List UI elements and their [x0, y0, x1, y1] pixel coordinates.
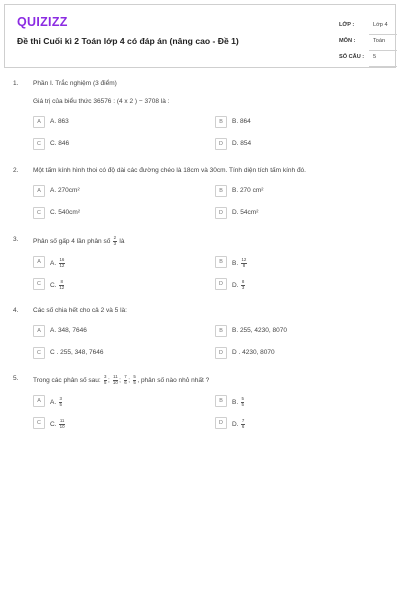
fraction-numerator: 8 — [60, 279, 63, 284]
fraction — [241, 258, 247, 268]
fraction-denominator: 8 — [242, 262, 246, 268]
option-text — [232, 419, 246, 429]
fraction-denominator: 5 — [59, 401, 62, 407]
answer-option[interactable] — [33, 207, 213, 221]
option-text: D. 854 — [232, 140, 252, 147]
fraction — [241, 397, 244, 407]
option-letter-box: A — [33, 185, 45, 197]
option-letter-box: C — [33, 347, 45, 359]
fraction-denominator: 10 — [112, 379, 118, 385]
meta-value: Toán — [373, 38, 386, 44]
question-number: 3. — [13, 236, 19, 243]
question-text-after: là — [119, 237, 125, 245]
option-letter-box: A — [33, 256, 45, 268]
question-text: Trong các phân số sau: $\frac{3}{5}$ ; $\frac{11}{10}$ ; $\frac{7}{6}$ ; $\frac{5}{5}$ , phân số nào nhỏ nhất ? — [33, 374, 210, 385]
meta-label: MÔN : — [339, 38, 356, 44]
option-letter-box: A — [33, 395, 45, 407]
question-number: 5. — [13, 375, 19, 382]
option-text — [232, 258, 248, 268]
fraction-denominator: 3 — [113, 240, 117, 246]
fraction — [113, 236, 116, 246]
question-number: 1. — [13, 80, 19, 87]
fraction-denominator: 5 — [104, 379, 107, 385]
fraction-denominator: 6 — [241, 423, 245, 429]
answer-option[interactable] — [215, 347, 395, 361]
meta-row-class — [335, 19, 395, 35]
option-label: C. — [50, 420, 57, 428]
fraction-denominator: 5 — [133, 379, 136, 385]
fraction-denominator: 12 — [59, 262, 65, 268]
option-letter-box: C — [33, 278, 45, 290]
question-text: Các số chia hết cho cả 2 và 5 là: — [33, 307, 127, 314]
answer-option[interactable] — [33, 417, 213, 431]
fraction-numerator: 7 — [241, 418, 245, 423]
answer-option[interactable] — [33, 395, 213, 409]
option-text: C. 540cm² — [50, 209, 80, 216]
option-text — [50, 258, 66, 268]
option-letter-box: B — [215, 325, 227, 337]
option-text: B. 255, 4230, 8070 — [232, 327, 287, 334]
option-text — [50, 280, 65, 290]
question-text: Phần I. Trắc nghiệm (3 điểm) — [33, 80, 117, 87]
option-text: D . 4230, 8070 — [232, 349, 275, 356]
answer-option[interactable] — [215, 256, 395, 270]
meta-label: LỚP : — [339, 22, 355, 28]
answer-option[interactable] — [215, 185, 395, 199]
answer-option[interactable] — [215, 116, 395, 130]
option-text: C. 846 — [50, 140, 70, 147]
fraction-denominator: 5 — [241, 401, 244, 407]
worksheet-header — [4, 4, 396, 68]
answer-option[interactable] — [215, 138, 395, 152]
option-text: A. 863 — [50, 118, 69, 125]
fraction-numerator: 12 — [241, 257, 247, 262]
fraction-numerator: 3 — [104, 374, 107, 379]
option-label: D. — [232, 281, 239, 289]
option-letter-box: D — [215, 417, 227, 429]
fraction-numerator: 3 — [59, 396, 62, 401]
option-text — [50, 419, 66, 429]
question-number: 2. — [13, 167, 19, 174]
answer-option[interactable] — [215, 325, 395, 339]
answer-option[interactable] — [215, 395, 395, 409]
question-text-after: phân số nào nhỏ nhất ? — [140, 376, 210, 384]
option-label: B. — [232, 398, 239, 406]
fraction-numerator: 5 — [241, 396, 244, 401]
meta-row-count — [335, 51, 395, 67]
option-letter-box: B — [215, 256, 227, 268]
option-label: A. — [50, 398, 57, 406]
fraction — [59, 419, 65, 429]
option-label: C. — [50, 281, 57, 289]
fraction — [104, 375, 107, 385]
option-text — [50, 397, 63, 407]
answer-option[interactable] — [215, 207, 395, 221]
answer-option[interactable] — [215, 417, 395, 431]
answer-option[interactable] — [33, 185, 213, 199]
fraction-denominator: 12 — [59, 284, 65, 290]
question-text: Một tấm kính hình thoi có độ dài các đường chéo là 18cm và 30cm. Tính diện tích tấm kính đó. — [33, 167, 306, 174]
option-text: B. 270 cm² — [232, 187, 264, 194]
fraction-numerator: 7 — [124, 374, 127, 379]
option-letter-box: D — [215, 347, 227, 359]
answer-option[interactable] — [215, 278, 395, 292]
fraction-numerator: 8 — [241, 279, 245, 284]
fraction — [124, 375, 127, 385]
question-text-before: Trong các phân số sau: — [33, 376, 101, 384]
meta-row-subject — [335, 35, 395, 51]
option-text: D. 54cm² — [232, 209, 259, 216]
answer-option[interactable] — [33, 347, 213, 361]
meta-value: 5 — [373, 54, 377, 60]
option-text: B. 864 — [232, 118, 251, 125]
fraction — [133, 375, 136, 385]
fraction — [59, 258, 65, 268]
option-letter-box: D — [215, 278, 227, 290]
question-subtext: Giá trị của biểu thức 36576 : (4 x 2 ) − 3708 là : — [33, 98, 170, 105]
option-text: C . 255, 348, 7646 — [50, 349, 104, 356]
option-letter-box: A — [33, 325, 45, 337]
meta-underline — [369, 66, 397, 67]
option-label: B. — [232, 259, 239, 267]
fraction-numerator: 5 — [133, 374, 136, 379]
meta-label: SỐ CÂU : — [339, 54, 365, 60]
option-letter-box: D — [215, 138, 227, 150]
answer-option[interactable] — [33, 116, 213, 130]
option-text — [232, 280, 246, 290]
option-letter-box: A — [33, 116, 45, 128]
answer-option[interactable] — [33, 256, 213, 270]
option-letter-box: C — [33, 138, 45, 150]
fraction-numerator: 16 — [59, 257, 65, 262]
option-label: A. — [50, 259, 57, 267]
fraction-numerator: 11 — [113, 374, 118, 379]
fraction-denominator: 10 — [59, 423, 65, 429]
meta-info — [335, 19, 395, 67]
question-text — [33, 236, 124, 246]
fraction-numerator: 11 — [59, 418, 65, 423]
option-label: D. — [232, 420, 239, 428]
question-text-before: Phân số gấp 4 lần phân số — [33, 237, 111, 245]
option-letter-box: D — [215, 207, 227, 219]
option-text: A. 270cm² — [50, 187, 80, 194]
fraction-denominator: 3 — [241, 284, 245, 290]
fraction — [241, 280, 244, 290]
fraction-numerator: 2 — [113, 235, 117, 240]
fraction — [59, 280, 64, 290]
option-letter-box: B — [215, 395, 227, 407]
option-letter-box: C — [33, 417, 45, 429]
option-text — [232, 397, 245, 407]
option-letter-box: B — [215, 116, 227, 128]
question-number: 4. — [13, 307, 19, 314]
fraction-denominator: 6 — [124, 379, 127, 385]
fraction — [113, 375, 119, 385]
answer-option[interactable] — [33, 325, 213, 339]
answer-option[interactable] — [33, 138, 213, 152]
worksheet-title: Đề thi Cuối kì 2 Toán lớp 4 có đáp án (nâng cao - Đề 1) — [17, 36, 239, 46]
option-text: A. 348, 7646 — [50, 327, 87, 334]
meta-value: Lớp 4 — [373, 22, 388, 28]
option-letter-box: B — [215, 185, 227, 197]
quizizz-logo: QUIZIZZ — [17, 15, 68, 29]
fraction — [59, 397, 62, 407]
option-letter-box: C — [33, 207, 45, 219]
answer-option[interactable] — [33, 278, 213, 292]
fraction — [241, 419, 244, 429]
